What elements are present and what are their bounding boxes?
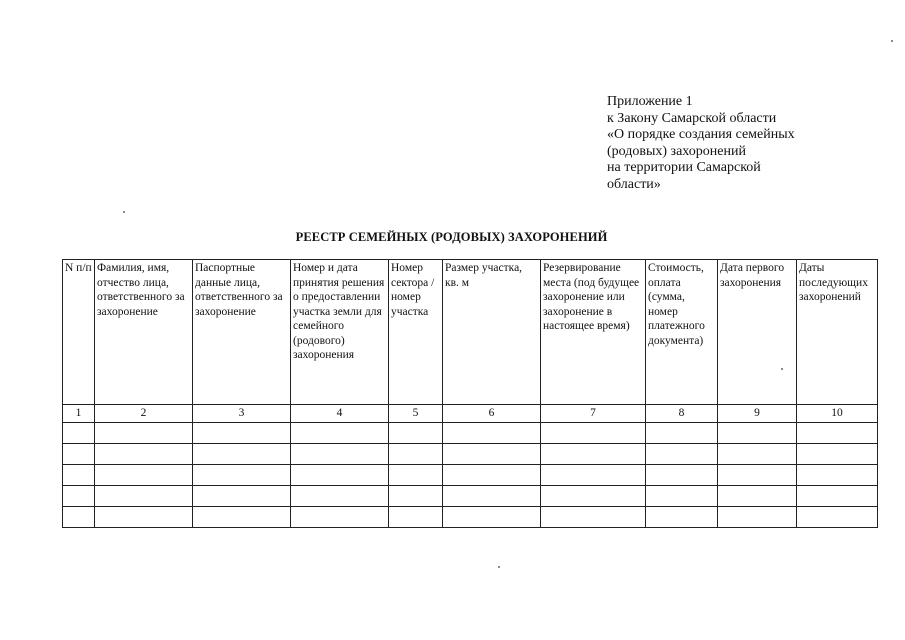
- column-number: 1: [63, 405, 95, 423]
- table-row: [63, 465, 878, 486]
- table-header-row: [63, 260, 878, 405]
- column-number: 6: [443, 405, 541, 423]
- appendix-line: на территории Самарской: [607, 160, 761, 175]
- column-number: 9: [718, 405, 797, 423]
- registry-table: [62, 259, 878, 528]
- column-number-row: [63, 405, 878, 423]
- header-cell-reservation: Резервирование места (под будущее захоронение или захоронение в настоящее время): [541, 260, 646, 405]
- scan-speck: [498, 566, 500, 568]
- appendix-line: к Закону Самарской области: [607, 110, 777, 126]
- appendix-line: «О порядке создания семейных: [607, 127, 795, 142]
- scan-speck: [123, 211, 125, 213]
- header-cell-cost: Стоимость, оплата (сумма, номер платежного документа): [646, 260, 718, 405]
- header-cell-decision: Номер и дата принятия решения о предоставлении участка земли для семейного (родового) захоронения: [291, 260, 389, 405]
- table-row: [63, 486, 878, 507]
- header-cell-first-burial: Дата первого захоронения: [718, 260, 797, 405]
- column-number: 4: [291, 405, 389, 423]
- scan-speck: [781, 368, 783, 370]
- header-cell-sector: Номер сектора /номер участка: [389, 260, 443, 405]
- appendix-note: [607, 94, 795, 193]
- column-number: 2: [95, 405, 193, 423]
- header-cell-passport: Паспортные данные лица, ответственного за захоронение: [193, 260, 291, 405]
- column-number: 7: [541, 405, 646, 423]
- appendix-line: (родовых) захоронений: [607, 143, 746, 159]
- table-row: [63, 444, 878, 465]
- document-title-text: РЕЕСТР СЕМЕЙНЫХ (РОДОВЫХ) ЗАХОРОНЕНИЙ: [295, 230, 608, 244]
- header-cell-size: Размер участка, кв. м: [443, 260, 541, 405]
- appendix-line: Приложение 1: [607, 94, 693, 109]
- column-number: 8: [646, 405, 718, 423]
- header-cell-responsible-name: Фамилия, имя, отчество лица, ответственного за захоронение: [95, 260, 193, 405]
- column-number: 3: [193, 405, 291, 423]
- document-title: [0, 230, 905, 245]
- scan-speck: [891, 40, 893, 42]
- appendix-line: области»: [607, 176, 661, 192]
- header-cell-later-burials: Даты последующих захоронений: [797, 260, 878, 405]
- header-cell-number: N п/п: [63, 260, 95, 405]
- table-row: [63, 423, 878, 444]
- table-row: [63, 507, 878, 528]
- column-number: 5: [389, 405, 443, 423]
- column-number: 10: [797, 405, 878, 423]
